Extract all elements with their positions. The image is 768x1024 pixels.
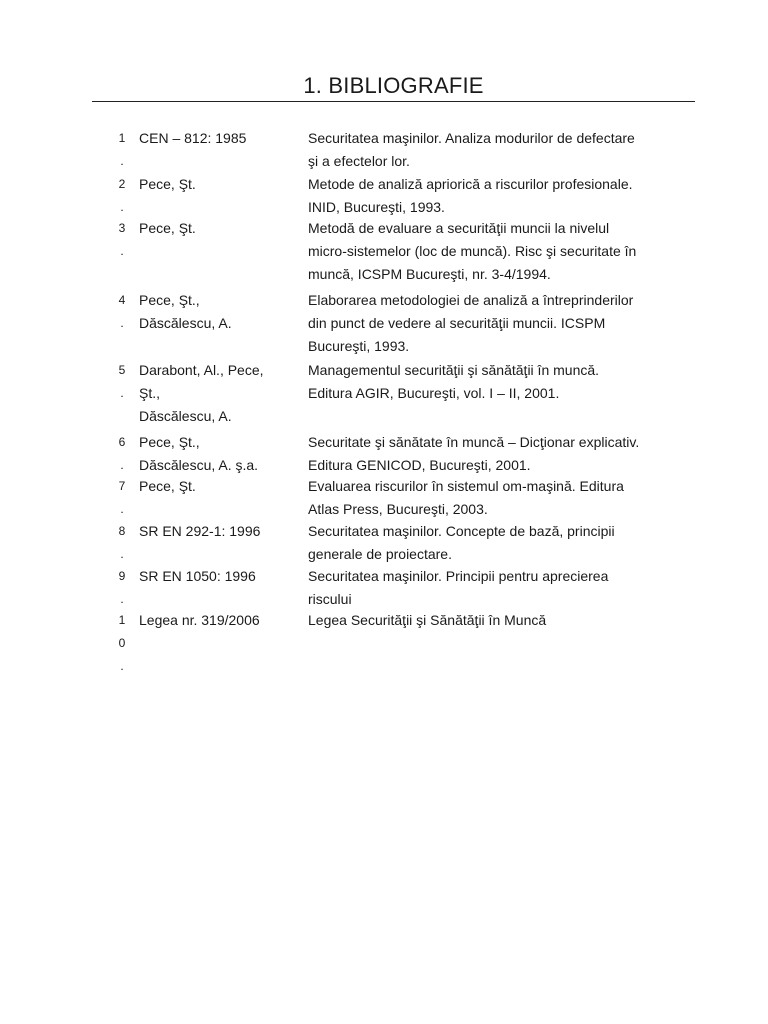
reference-authors: CEN – 812: 1985	[139, 130, 247, 146]
reference-number: 1 0 .	[118, 613, 126, 673]
reference-authors: Darabont, Al., Pece, Şt., Dăscălescu, A.	[139, 362, 264, 424]
reference-number: 5 .	[118, 363, 126, 400]
reference-text: Evaluarea riscurilor în sistemul om-maşină. Editura Atlas Press, Bucureşti, 2003.	[308, 478, 624, 517]
reference-number: 9 .	[118, 569, 126, 606]
reference-number: 2 .	[118, 177, 126, 214]
reference-text: Elaborarea metodologiei de analiză a întreprinderilor din punct de vedere al securităţii muncii. ICSPM Bucureşti, 1993.	[308, 292, 634, 354]
reference-text: Legea Securităţii şi Sănătăţii în Muncă	[308, 612, 547, 628]
reference-authors: Legea nr. 319/2006	[139, 612, 260, 628]
reference-text: Metode de analiză apriorică a riscurilor profesionale. INID, Bucureşti, 1993.	[308, 176, 633, 215]
reference-authors: SR EN 1050: 1996	[139, 568, 256, 584]
reference-authors: SR EN 292-1: 1996	[139, 523, 261, 539]
reference-number: 7 .	[118, 479, 126, 516]
reference-authors: Pece, Şt.	[139, 176, 196, 192]
reference-text: Managementul securităţii şi sănătăţii în muncă. Editura AGIR, Bucureşti, vol. I – II, 2001.	[308, 362, 600, 401]
reference-text: Securitatea maşinilor. Principii pentru aprecierea riscului	[308, 568, 609, 607]
reference-authors: Pece, Şt., Dăscălescu, A. ş.a.	[139, 434, 259, 473]
reference-number: 1 .	[118, 131, 126, 168]
reference-text: Securitate şi sănătate în muncă – Dicţionar explicativ. Editura GENICOD, Bucureşti, 2001.	[308, 434, 640, 473]
reference-authors: Pece, Şt., Dăscălescu, A.	[139, 292, 232, 331]
reference-authors: Pece, Şt.	[139, 478, 196, 494]
reference-number: 6 .	[118, 435, 126, 472]
reference-number: 4 .	[118, 293, 126, 330]
page-title: 1. BIBLIOGRAFIE	[303, 73, 484, 98]
reference-text: Metodă de evaluare a securităţii muncii la nivelul micro-sistemelor (loc de muncă). Risc şi securitate în muncă, ICSPM Bucureşti, nr. 3-4/1994.	[308, 220, 637, 282]
reference-number: 8 .	[118, 524, 126, 561]
reference-text: Securitatea maşinilor. Analiza modurilor de defectare şi a efectelor lor.	[308, 130, 635, 169]
reference-text: Securitatea maşinilor. Concepte de bază, principii generale de proiectare.	[308, 523, 615, 562]
reference-authors: Pece, Şt.	[139, 220, 196, 236]
reference-number: 3 .	[118, 221, 126, 258]
